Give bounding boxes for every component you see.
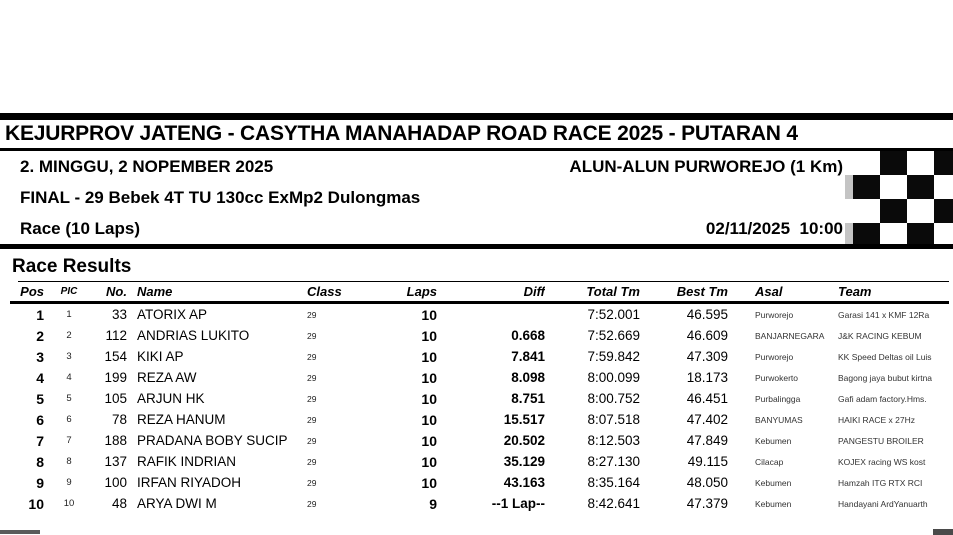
cell-team: HAIKI RACE x 27Hz [838, 414, 915, 425]
cell-pic: 10 [63, 498, 75, 509]
cell-laps: 10 [421, 306, 437, 323]
cell-best-tm: 47.309 [686, 349, 728, 364]
cell-pic: 3 [66, 351, 72, 362]
checkered-flag-graphic [845, 151, 953, 244]
cell-no: 137 [104, 454, 127, 469]
cell-diff: 35.129 [503, 454, 545, 469]
checkered-flag-gray-edge [845, 151, 853, 244]
cell-laps: 10 [421, 411, 437, 428]
table-row [0, 430, 953, 451]
cell-class: 29 [307, 498, 317, 509]
cell-asal: Purworejo [755, 309, 794, 320]
cell-best-tm: 47.402 [686, 412, 728, 427]
cell-no: 33 [111, 307, 127, 322]
cell-pic: 2 [66, 330, 72, 341]
header-bottom-rule [0, 244, 953, 249]
cell-laps: 9 [429, 495, 437, 512]
col-header-total-tm: Total Tm [586, 284, 640, 299]
cell-best-tm: 47.849 [686, 433, 728, 448]
race-laps: Race (10 Laps) [20, 218, 140, 238]
table-row [0, 304, 953, 325]
table-header-row [0, 282, 953, 301]
col-header-name: Name [137, 284, 173, 299]
cell-no: 112 [105, 328, 127, 343]
cell-diff: 0.668 [511, 328, 545, 343]
cell-pos: 4 [36, 369, 44, 386]
bottom-left-checker-fragment [0, 530, 40, 534]
cell-pos: 1 [36, 306, 44, 323]
cell-asal: Purworejo [755, 351, 794, 362]
cell-best-tm: 46.595 [686, 307, 728, 322]
cell-asal: Kebumen [755, 477, 792, 488]
cell-pic: 7 [66, 435, 72, 446]
venue: ALUN-ALUN PURWOREJO (1 Km) [569, 156, 843, 176]
section-title: Race Results [12, 256, 132, 277]
cell-pos: 3 [36, 348, 44, 365]
cell-diff: 43.163 [503, 475, 545, 490]
cell-name: ARJUN HK [137, 391, 205, 406]
header-row-session [0, 151, 953, 182]
top-rule [0, 113, 953, 120]
cell-asal: Kebumen [755, 435, 792, 446]
cell-pic: 8 [66, 456, 72, 467]
title-band [0, 120, 953, 148]
cell-diff: 8.098 [511, 370, 545, 385]
cell-name: REZA HANUM [137, 412, 226, 427]
cell-team: J&K RACING KEBUM [838, 330, 922, 341]
cell-pic: 9 [66, 477, 72, 488]
header-row-race [0, 213, 953, 244]
table-row [0, 388, 953, 409]
cell-class: 29 [307, 372, 317, 383]
cell-class: 29 [307, 477, 317, 488]
cell-name: ATORIX AP [137, 307, 208, 322]
cell-name: IRFAN RIYADOH [137, 475, 242, 490]
cell-total-tm: 8:35.164 [587, 475, 640, 490]
cell-best-tm: 48.050 [686, 475, 728, 490]
cell-total-tm: 8:12.503 [587, 433, 640, 448]
cell-asal: BANJARNEGARA [755, 330, 825, 341]
cell-laps: 10 [421, 432, 437, 449]
cell-laps: 10 [421, 369, 437, 386]
cell-best-tm: 18.173 [686, 370, 728, 385]
cell-class: 29 [307, 456, 317, 467]
cell-class: 29 [307, 414, 317, 425]
cell-total-tm: 8:07.518 [587, 412, 640, 427]
cell-best-tm: 46.609 [686, 328, 728, 343]
checkered-flag-pattern [853, 151, 953, 244]
table-row [0, 493, 953, 514]
cell-pos: 2 [36, 327, 44, 344]
cell-total-tm: 7:52.001 [587, 307, 640, 322]
cell-laps: 10 [421, 348, 437, 365]
cell-diff: 7.841 [511, 349, 545, 364]
bottom-right-checker-fragment [933, 529, 953, 535]
cell-best-tm: 46.451 [686, 391, 728, 406]
cell-team: Hamzah ITG RTX RCI [838, 477, 923, 488]
cell-name: KIKI AP [137, 349, 184, 364]
cell-diff: 20.502 [503, 433, 545, 448]
col-header-no: No. [106, 284, 127, 299]
cell-name: ARYA DWI M [137, 496, 217, 511]
cell-laps: 10 [421, 474, 437, 491]
cell-pos: 7 [36, 432, 44, 449]
cell-total-tm: 8:42.641 [587, 496, 640, 511]
cell-laps: 10 [421, 453, 437, 470]
cell-no: 100 [104, 475, 127, 490]
cell-pic: 5 [66, 393, 72, 404]
cell-name: RAFIK INDRIAN [137, 454, 237, 469]
cell-total-tm: 8:27.130 [587, 454, 640, 469]
table-row [0, 472, 953, 493]
col-header-class: Class [307, 284, 342, 299]
cell-pos: 9 [36, 474, 44, 491]
cell-team: KOJEX racing WS kost [838, 456, 926, 467]
cell-laps: 10 [421, 390, 437, 407]
cell-team: Gafi adam factory.Hms. [838, 393, 927, 404]
col-header-diff: Diff [523, 284, 545, 299]
cell-no: 48 [111, 496, 127, 511]
cell-team: Handayani ArdYanuarth [838, 498, 928, 509]
table-row [0, 451, 953, 472]
col-header-asal: Asal [755, 284, 783, 299]
cell-total-tm: 8:00.099 [587, 370, 640, 385]
cell-team: KK Speed Deltas oil Luis [838, 351, 932, 362]
cell-name: PRADANA BOBY SUCIP [137, 433, 288, 448]
event-title: KEJURPROV JATENG - CASYTHA MANAHADAP ROAD RACE 2025 - PUTARAN 4 [5, 122, 798, 145]
cell-name: REZA AW [137, 370, 197, 385]
cell-asal: Purbalingga [755, 393, 801, 404]
cell-team: PANGESTU BROILER [838, 435, 924, 446]
cell-class: 29 [307, 330, 317, 341]
table-row [0, 325, 953, 346]
cell-total-tm: 8:00.752 [587, 391, 640, 406]
cell-pic: 1 [66, 309, 72, 320]
cell-best-tm: 47.379 [686, 496, 728, 511]
cell-team: Bagong jaya bubut kirtna [838, 372, 933, 383]
cell-no: 199 [104, 370, 127, 385]
cell-class: 29 [307, 309, 317, 320]
cell-asal: Purwokerto [755, 372, 798, 383]
cell-class: 29 [307, 393, 317, 404]
top-whitespace [0, 0, 953, 113]
cell-pic: 6 [66, 414, 72, 425]
cell-no: 154 [104, 349, 127, 364]
header-row-class [0, 182, 953, 213]
cell-team: Garasi 141 x KMF 12Ra [838, 309, 930, 320]
session-date: 2. MINGGU, 2 NOPEMBER 2025 [20, 156, 274, 176]
cell-asal: BANYUMAS [755, 414, 803, 425]
col-header-pos: Pos [20, 284, 44, 299]
cell-total-tm: 7:52.669 [587, 328, 640, 343]
results-body [0, 304, 953, 514]
cell-total-tm: 7:59.842 [587, 349, 640, 364]
col-header-best-tm: Best Tm [676, 284, 728, 299]
col-header-pic: PIC [60, 286, 78, 297]
table-row [0, 367, 953, 388]
cell-pos: 5 [36, 390, 44, 407]
cell-no: 105 [104, 391, 127, 406]
cell-pos: 6 [36, 411, 44, 428]
cell-pic: 4 [66, 372, 72, 383]
table-row [0, 409, 953, 430]
class-description: FINAL - 29 Bebek 4T TU 130cc ExMp2 Dulongmas [20, 187, 421, 207]
cell-asal: Kebumen [755, 498, 792, 509]
event-header [0, 151, 953, 244]
cell-no: 78 [111, 412, 127, 427]
cell-name: ANDRIAS LUKITO [137, 328, 250, 343]
cell-diff: 15.517 [503, 412, 545, 427]
race-datetime: 02/11/2025 10:00 [705, 218, 843, 238]
cell-best-tm: 49.115 [687, 454, 728, 469]
cell-pos: 8 [36, 453, 44, 470]
cell-no: 188 [104, 433, 127, 448]
cell-laps: 10 [421, 327, 437, 344]
col-header-laps: Laps [406, 284, 437, 299]
col-header-team: Team [838, 284, 872, 299]
cell-diff: --1 Lap-- [491, 496, 545, 511]
table-row [0, 346, 953, 367]
cell-pos: 10 [28, 495, 44, 512]
cell-diff: 8.751 [511, 391, 545, 406]
cell-class: 29 [307, 435, 317, 446]
cell-class: 29 [307, 351, 317, 362]
cell-asal: Cilacap [755, 456, 784, 467]
